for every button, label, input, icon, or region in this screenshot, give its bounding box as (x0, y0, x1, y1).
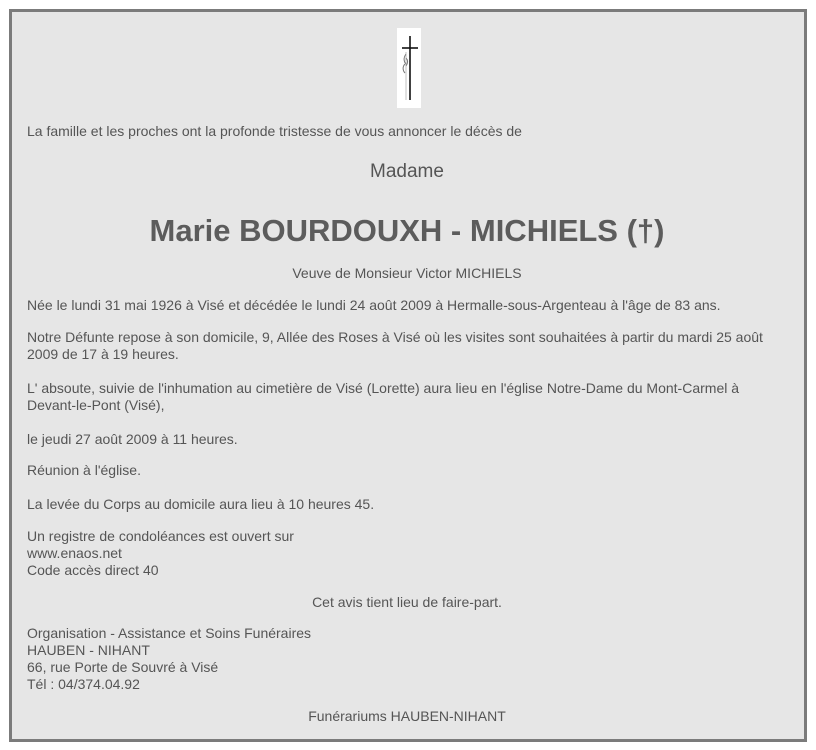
obituary-card (9, 9, 807, 742)
faire-part-text: Cet avis tient lieu de faire-part. (312, 594, 502, 610)
levee-text: La levée du Corps au domicile aura lieu à 10 heures 45. (27, 496, 375, 512)
organisation-block (27, 625, 772, 693)
organisation-label: Organisation - Assistance et Soins Funéraires (27, 625, 312, 641)
intro-text: La famille et les proches ont la profonde tristesse de vous annoncer le décès de (27, 123, 522, 139)
condolences-block (27, 528, 772, 579)
organisation-address: 66, rue Porte de Souvré à Visé (27, 659, 219, 675)
organisation-name: HAUBEN - NIHANT (27, 642, 150, 658)
visits-text: Notre Défunte repose à son domicile, 9, Allée des Roses à Visé où les visites sont souhaitées à partir du mardi 25 août 2009 de 17 à 19 heures. (27, 329, 763, 362)
cross-icon (397, 28, 421, 108)
ceremony-date: le jeudi 27 août 2009 à 11 heures. (27, 431, 238, 447)
widow-text: Veuve de Monsieur Victor MICHIELS (292, 265, 522, 281)
title-madame: Madame (370, 161, 444, 182)
deceased-name: Marie BOURDOUXH - MICHIELS (†) (149, 213, 665, 248)
reunion-text: Réunion à l'église. (27, 462, 141, 478)
footer-text: Funérariums HAUBEN-NIHANT (308, 708, 506, 724)
organisation-phone: Tél : 04/374.04.92 (27, 676, 140, 692)
absoute-text: L' absoute, suivie de l'inhumation au cimetière de Visé (Lorette) aura lieu en l'église Notre-Dame du Mont-Carmel à Devant-le-Pont (Visé), (27, 380, 740, 413)
condolences-website[interactable]: www.enaos.net (27, 545, 122, 561)
condolences-code: Code accès direct 40 (27, 562, 159, 578)
birth-death-text: Née le lundi 31 mai 1926 à Visé et décédée le lundi 24 août 2009 à Hermalle-sous-Argenteau à l'âge de 83 ans. (27, 297, 721, 313)
condolences-intro: Un registre de condoléances est ouvert sur (27, 528, 294, 544)
